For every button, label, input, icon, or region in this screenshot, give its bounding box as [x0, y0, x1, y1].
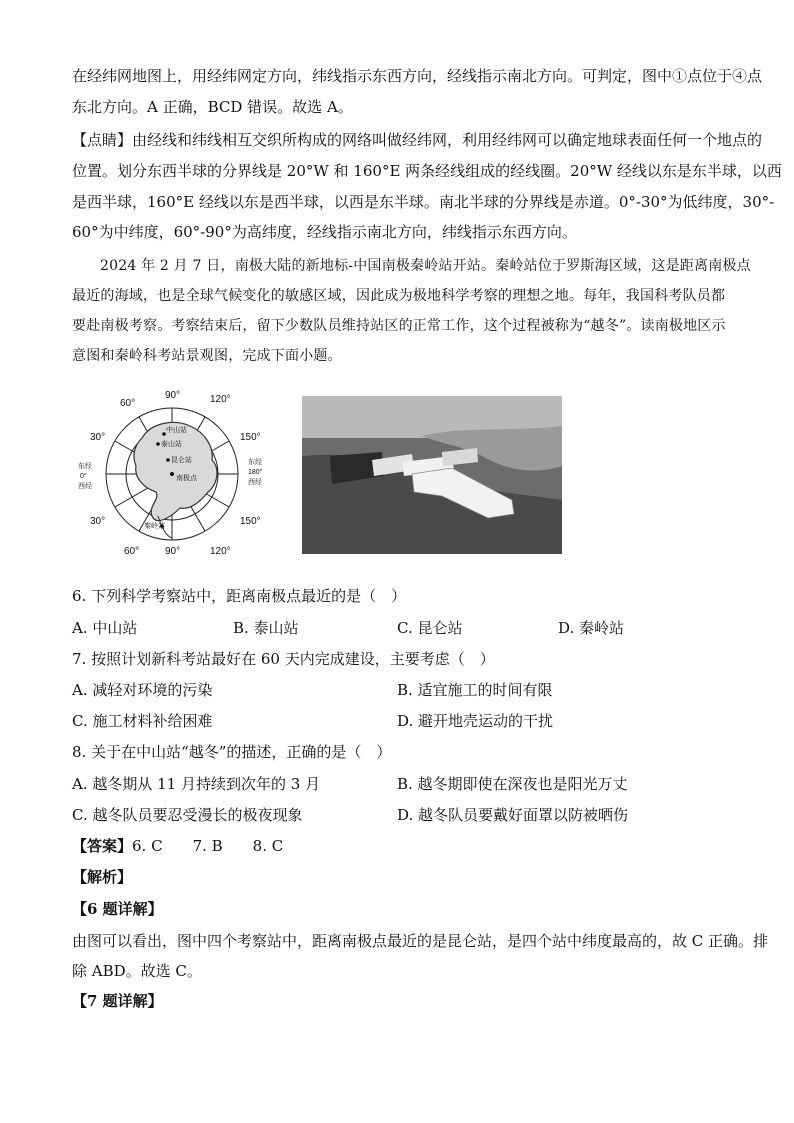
text-line: 在经纬网地图上，用经纬网定方向，纬线指示东西方向，经线指示南北方向。可判定，图中①点位于④点: [72, 67, 763, 85]
qinling-station-photo: [302, 396, 562, 554]
tip-line: 是西半球，160°E 经线以东是西半球，以西是东半球。南北半球的分界线是赤道。0°-30°为低纬度，30°-: [72, 193, 775, 211]
detail-6-line: 除 ABD。故选 C。: [72, 962, 202, 980]
q7-option-d[interactable]: D. 避开地壳运动的干扰: [397, 712, 554, 730]
detail-7-title: 【7 题详解】: [72, 992, 163, 1010]
label-120-top: 120°: [210, 394, 231, 405]
q6-option-a[interactable]: A. 中山站: [72, 619, 138, 637]
detail-6-line: 由图可以看出，图中四个考察站中，距离南极点最近的是昆仑站，是四个站中纬度最高的，故 C 正确。排: [72, 932, 769, 950]
tip-line: 位置。划分东西半球的分界线是 20°W 和 160°E 两条经线组成的经线圈。20°W 经线以东是东半球，以西: [72, 162, 782, 180]
label-30-left: 30°: [90, 432, 106, 443]
q6-option-b[interactable]: B. 泰山站: [233, 619, 299, 637]
tip-line: 【点睛】由经线和纬线相互交织所构成的网络叫做经纬网，利用经纬网可以确定地球表面任何一个地点的: [72, 131, 763, 149]
label-qinling: 秦岭站: [144, 523, 165, 530]
passage-line: 要赴南极考察。考察结束后，留下少数队员维持站区的正常工作，这个过程被称为“越冬”。读南极地区示: [72, 318, 726, 334]
passage-line: 意图和秦岭科考站景观图，完成下面小题。: [72, 348, 342, 364]
q6-option-d[interactable]: D. 秦岭站: [558, 619, 625, 637]
answer-label: 【答案】: [72, 837, 133, 855]
question-6-stem: 6. 下列科学考察站中，距离南极点最近的是（ ）: [72, 587, 407, 605]
label-west-lon-right: 西经: [248, 479, 262, 486]
label-kunlun: 昆仑站: [171, 457, 192, 464]
label-taishan: 泰山站: [161, 441, 182, 448]
label-zero: 0°: [80, 473, 87, 480]
answer-line: [72, 836, 283, 856]
q6-option-c[interactable]: C. 昆仑站: [397, 619, 463, 637]
label-60-top: 60°: [120, 398, 136, 409]
south-pole-dot: [170, 472, 174, 476]
answer-text: 6. C 7. B 8. C: [132, 837, 284, 855]
taishan-dot: [156, 442, 160, 446]
tip-line: 60°为中纬度，60°-90°为高纬度，经线指示南北方向，纬线指示东西方向。: [72, 223, 577, 241]
question-8-stem: 8. 关于在中山站“越冬”的描述，正确的是（ ）: [72, 743, 392, 761]
detail-6-title: 【6 题详解】: [72, 900, 163, 918]
question-7-stem: 7. 按照计划新科考站最好在 60 天内完成建设，主要考虑（ ）: [72, 650, 495, 668]
label-150-right-bottom: 150°: [240, 516, 261, 527]
label-90-bottom: 90°: [165, 546, 181, 556]
q8-option-b[interactable]: B. 越冬期即使在深夜也是阳光万丈: [397, 775, 628, 793]
passage-line: 2024 年 2 月 7 日，南极大陆的新地标-中国南极秦岭站开站。秦岭站位于罗斯海区域，这是距离南极点: [100, 258, 751, 274]
passage-line: 最近的海域，也是全球气候变化的敏感区域，因此成为极地科学考察的理想之地。每年，我国科考队员都: [72, 288, 726, 304]
label-150-right: 150°: [240, 432, 261, 443]
q8-option-c[interactable]: C. 越冬队员要忍受漫长的极夜现象: [72, 806, 303, 824]
label-60-bottom: 60°: [124, 546, 140, 556]
label-zhongshan: 中山站: [166, 427, 187, 434]
label-east-lon-left: 东经: [78, 463, 92, 470]
q7-option-b[interactable]: B. 适宜施工的时间有限: [397, 681, 553, 699]
q8-option-d[interactable]: D. 越冬队员要戴好面罩以防被晒伤: [397, 806, 629, 824]
label-30-left-bottom: 30°: [90, 516, 106, 527]
q7-option-c[interactable]: C. 施工材料补给困难: [72, 712, 213, 730]
label-90-top: 90°: [165, 390, 181, 401]
q7-option-a[interactable]: A. 减轻对环境的污染: [72, 681, 213, 699]
label-east-lon-right: 东经: [248, 459, 262, 466]
antarctica-map: [72, 388, 272, 556]
text-line: 东北方向。A 正确，BCD 错误。故选 A。: [72, 98, 353, 116]
label-west-lon-left: 西经: [78, 483, 92, 490]
label-120-bottom: 120°: [210, 546, 231, 556]
analysis-label: 【解析】: [72, 868, 133, 886]
label-nanji: 南极点: [176, 475, 197, 482]
q8-option-a[interactable]: A. 越冬期从 11 月持续到次年的 3 月: [72, 775, 321, 793]
label-180: 180°: [248, 469, 263, 476]
kunlun-dot: [166, 458, 170, 462]
